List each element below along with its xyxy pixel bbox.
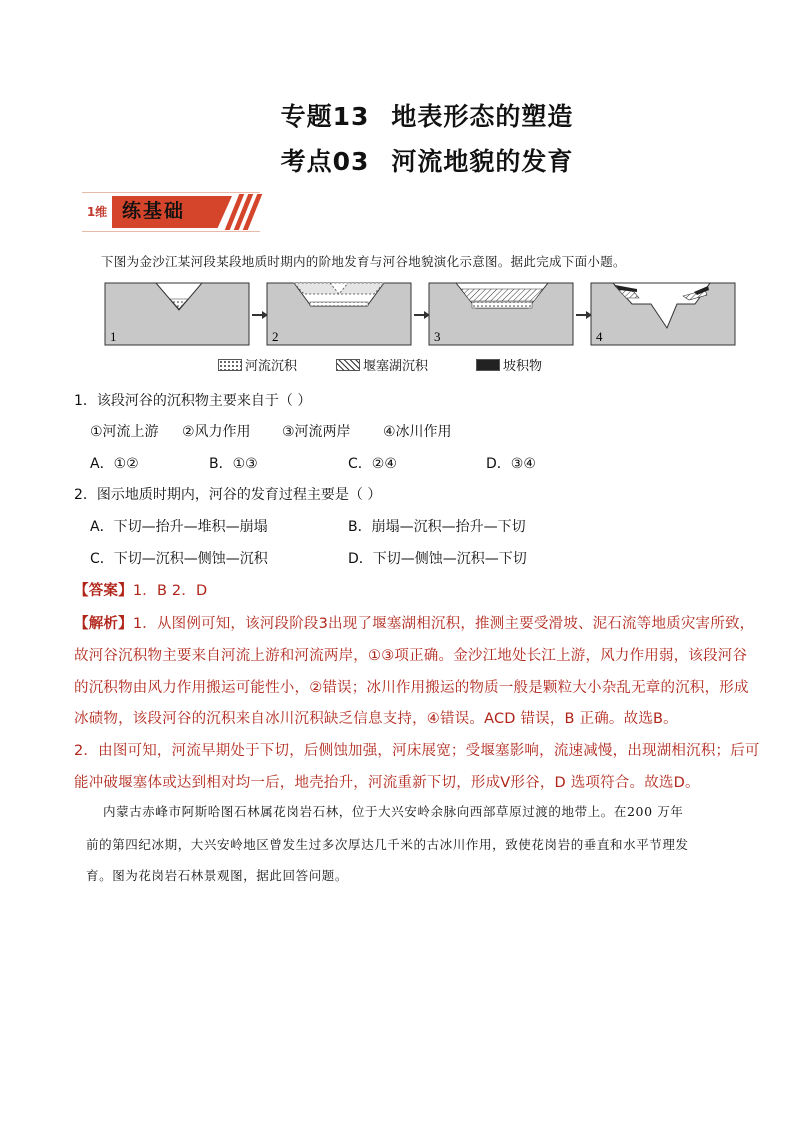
analysis-line: 故河谷沉积物主要来自河流上游和河流两岸，①③项正确。金沙江地处长江上游，风力作用弱，该段河谷 [74,648,748,664]
page-title [30,97,794,133]
answer-text: 1．B 2．D [132,583,208,599]
q1-option-b[interactable]: B．①③ [209,456,258,472]
analysis-line: 冰碛物，该段河谷的沉积来自冰川沉积缺乏信息支持，④错误。ACD 错误，B 正确。故选B。 [74,711,678,727]
analysis-line: 2．由图可知，河流早期处于下切，后侧蚀加强，河床展宽；受堰塞影响，流速减慢，出现湖相沉积；后可 [74,743,760,759]
q1-option-a[interactable]: A．①② [90,456,139,472]
q2-option-d[interactable]: D．下切—侧蚀—沉积—下切 [348,551,527,567]
passage-line: 前的第四纪冰期，大兴安岭地区曾发生过多次厚达几千米的古冰川作用，致使花岗岩的垂直和水平节理发 [86,837,689,852]
q1-item: ①河流上游 [90,424,159,440]
banner-badge: 1维 [86,205,108,219]
solid-swatch-icon [476,359,500,371]
question-1-stem: 1．该段河谷的沉积物主要来自于（ ） [74,393,312,409]
passage-line: 育。图为花岗岩石林景观图，据此回答问题。 [86,868,349,883]
analysis-line: 能冲破堰塞体或达到相对均一后，地壳抬升，河流重新下切，形成V形谷，D 选项符合。故选D。 [74,775,700,791]
question-2-stem: 2．图示地质时期内，河谷的发育过程主要是（ ） [74,487,382,503]
panel-label: 4 [596,329,603,344]
diagram-panel-3 [429,283,573,345]
q2-option-c[interactable]: C．下切—沉积—侧蚀—沉积 [90,551,268,567]
answer-label: 【答案】 [74,583,133,599]
analysis-line: 的沉积物由风力作用搬运可能性小，②错误；冰川作用搬运的物质一般是颗粒大小杂乱无章的沉积，形成 [74,680,749,696]
analysis-label: 【解析】 [74,616,133,632]
page-subtitle [30,142,794,178]
q1-item: ④冰川作用 [383,424,452,440]
dots-swatch-icon [218,359,242,371]
q2-option-a[interactable]: A．下切—抬升—堆积—崩塌 [90,519,268,535]
banner-label: 练基础 [122,200,186,222]
point-title: 河流地貌的发育 [391,147,574,176]
panel-label: 2 [272,329,279,344]
q2-option-b[interactable]: B．崩塌—沉积—抬升—下切 [348,519,526,535]
arrow-icon [252,311,268,319]
diagram-panel-1 [105,283,249,345]
panel-label: 3 [434,329,441,344]
legend-item-river: 河流沉积 [218,355,297,374]
hatch-swatch-icon [336,359,360,371]
diagram-panel-4 [591,283,735,345]
analysis-line: 【解析】1．从图例可知，该河段阶段3出现了堰塞湖相沉积，推测主要受滑坡、泥石流等地质灾害所致， [74,616,755,632]
banner-top-line [82,192,260,193]
topic-number: 专题13 [280,102,370,131]
arrow-icon [414,311,430,319]
topic-title: 地表形态的塑造 [391,102,574,131]
panel-label: 1 [110,329,117,344]
passage-line: 内蒙古赤峰市阿斯哈图石林属花岗岩石林，位于大兴安岭余脉向西部草原过渡的地带上。在200 万年 [103,804,684,819]
q1-item: ③河流两岸 [282,424,351,440]
q1-option-d[interactable]: D．③④ [486,456,536,472]
question-intro: 下图为金沙江某河段某段地质时期内的阶地发育与河谷地貌演化示意图。据此完成下面小题。 [101,254,626,269]
q1-item: ②风力作用 [182,424,251,440]
section-banner [82,192,262,232]
arrow-icon [576,311,592,319]
q1-option-c[interactable]: C．②④ [348,456,397,472]
valley-evolution-diagram [104,280,736,354]
banner-bottom-line [82,231,260,232]
legend-item-lake: 堰塞湖沉积 [336,355,428,374]
legend-item-slope: 坡积物 [476,355,542,374]
diagram-panel-2 [267,283,411,345]
answer-line [74,579,207,600]
point-number: 考点03 [280,147,370,176]
